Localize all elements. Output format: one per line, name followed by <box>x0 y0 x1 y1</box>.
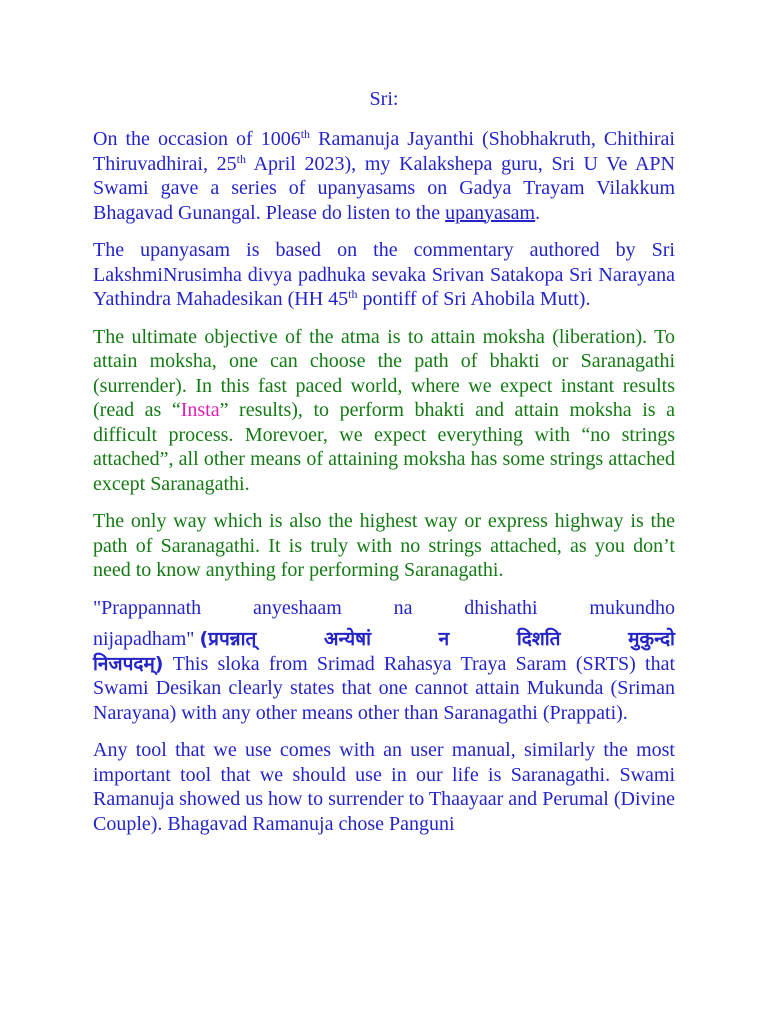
sloka-devanagari: न <box>438 628 450 650</box>
sloka-devanagari: निजपदम्) <box>93 652 164 675</box>
insta-highlight: Insta <box>180 399 220 421</box>
paragraph-text: pontiff of Sri Ahobila Mutt). <box>357 288 591 310</box>
paragraph-express-highway: The only way which is also the highest way or express highway is the path of Saranagathi. It is truly with no strings attached, as you don’t need to know anything for performing Saranagathi. <box>93 510 675 581</box>
paragraph-text: . <box>535 201 541 224</box>
sloka-devanagari: अन्येषां <box>323 628 372 650</box>
paragraph-text: ” results), to perform bhakti and attain moksha is a difficult process. Morevoer, we expect everything with “no strings attached”, all other means of attaining moksha has some strings attached except Saranagathi. <box>93 399 675 495</box>
sloka-word: mukundho <box>589 596 675 619</box>
paragraph-commentary <box>93 238 675 312</box>
sloka-devanagari: दिशति <box>516 628 561 650</box>
sloka-line-2 <box>93 621 675 652</box>
superscript: th <box>236 151 247 166</box>
document-body <box>93 127 675 849</box>
sloka-word: na <box>393 596 413 619</box>
sloka-word: dhishathi <box>464 596 538 619</box>
sloka-word <box>93 627 256 652</box>
paragraph-moksha <box>93 325 675 497</box>
sloka-word: "Prappannath <box>93 596 202 619</box>
paragraph-text: Ramanuja Jayanthi (Shobhakruth, Chithirai Thiruvadhirai, 25 <box>93 128 675 175</box>
sloka-devanagari: मुकुन्दो <box>628 628 675 650</box>
paragraph-sloka <box>93 596 675 726</box>
paragraph-jayanthi <box>93 127 675 225</box>
paragraph-user-manual: Any tool that we use comes with an user manual, similarly the most important tool that we should use in our life is Saranagathi. Swami Ramanuja showed us how to surrender to Thaayaar and Perumal (Divine Couple). Bhagavad Ramanuja chose Panguni <box>93 739 675 835</box>
paragraph-text: The upanyasam is based on the commentary authored by Sri LakshmiNrusimha divya padhuka sevaka Srivan Satakopa Sri Narayana Yathindra Mahadesikan (HH 45 <box>93 239 675 310</box>
paragraph-text: The ultimate objective of the atma is to attain moksha (liberation). To attain moksha, one can choose the path of bhakti or Saranagathi (surrender). In this fast paced world, where we expect instant results (read as “ <box>93 325 675 421</box>
sloka-latin: nijapadham" <box>93 628 195 650</box>
paragraph-text: On the occasion of 1006 <box>93 128 301 150</box>
sloka-devanagari: (प्रपन्नात् <box>199 628 257 650</box>
superscript: th <box>300 127 311 141</box>
page-heading: Sri: <box>369 88 399 110</box>
superscript: th <box>348 287 358 301</box>
sloka-word: anyeshaam <box>252 596 342 619</box>
sloka-explanation <box>93 652 675 726</box>
upanyasam-link[interactable]: upanyasam <box>445 201 536 224</box>
sloka-line-1 <box>93 596 675 621</box>
paragraph-text: This sloka from Srimad Rahasya Traya Saram (SRTS) that Swami Desikan clearly states that one cannot attain Mukunda (Sriman Narayana) with any other means other than Saranagathi (Prappati). <box>93 652 675 724</box>
paragraph-text: April 2023), my Kalakshepa guru, Sri U Ve APN Swami gave a series of upanyasams on Gadya Trayam Vilakkum Bhagavad Gunangal. Please do listen to the <box>93 152 676 224</box>
